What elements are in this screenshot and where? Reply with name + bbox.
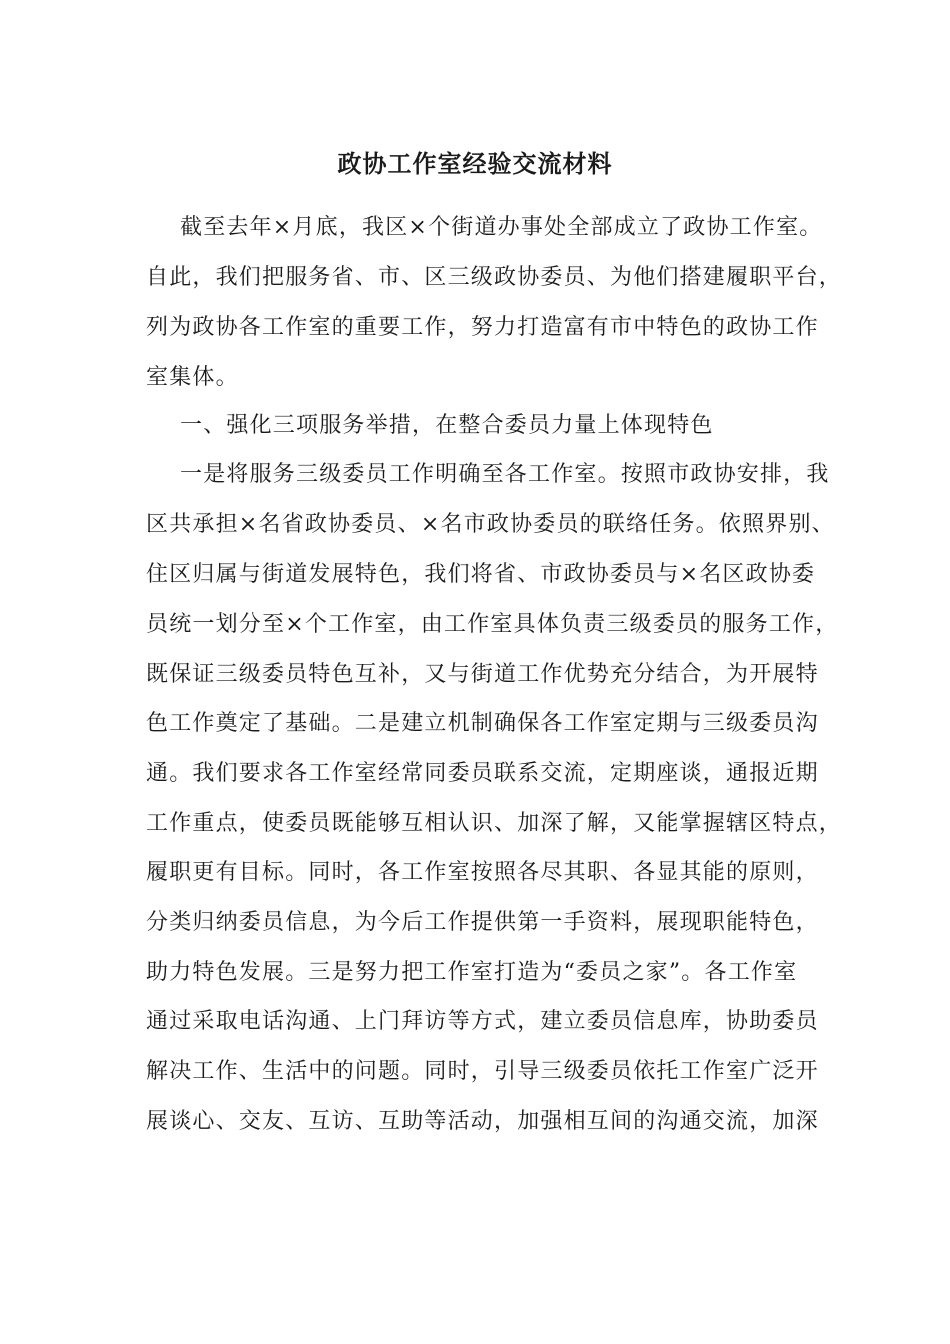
paragraph-line: 通。我们要求各工作室经常同委员联系交流，定期座谈，通报近期 [146, 761, 819, 786]
paragraph-line: 列为政协各工作室的重要工作，努力打造富有市中特色的政协工作 [146, 315, 819, 340]
paragraph-line: 截至去年×月底，我区×个街道办事处全部成立了政协工作室。 [180, 215, 823, 240]
paragraph-line: 自此，我们把服务省、市、区三级政协委员、为他们搭建履职平台， [146, 265, 843, 290]
paragraph-line: 解决工作、生活中的问题。同时，引导三级委员依托工作室广泛开 [146, 1059, 819, 1084]
paragraph-line: 履职更有目标。同时，各工作室按照各尽其职、各显其能的原则， [146, 860, 819, 885]
paragraph-line: 一是将服务三级委员工作明确至各工作室。按照市政协安排，我 [180, 462, 830, 487]
paragraph-line: 区共承担×名省政协委员、×名市政协委员的联络任务。依照界别、 [146, 512, 835, 537]
paragraph-line: 色工作奠定了基础。二是建立机制确保各工作室定期与三级委员沟 [146, 711, 819, 736]
paragraph-line: 展谈心、交友、互访、互助等活动，加强相互间的沟通交流，加深 [146, 1109, 819, 1134]
paragraph-line: 既保证三级委员特色互补，又与街道工作优势充分结合，为开展特 [146, 662, 819, 687]
paragraph-line: 分类归纳委员信息，为今后工作提供第一手资料，展现职能特色， [146, 910, 819, 935]
paragraph-line: 室集体。 [146, 365, 239, 390]
paragraph-line: 员统一划分至×个工作室，由工作室具体负责三级委员的服务工作， [146, 612, 839, 637]
section-heading: 一、强化三项服务举措，在整合委员力量上体现特色 [180, 413, 714, 438]
document-title: 政协工作室经验交流材料 [337, 149, 613, 178]
paragraph-line: 通过采取电话沟通、上门拜访等方式，建立委员信息库，协助委员 [146, 1009, 819, 1034]
paragraph-line: 助力特色发展。三是努力把工作室打造为“委员之家”。各工作室 [146, 960, 798, 985]
paragraph-line: 工作重点，使委员既能够互相认识、加深了解，又能掌握辖区特点， [146, 811, 843, 836]
paragraph-line: 住区归属与街道发展特色，我们将省、市政协委员与×名区政协委 [146, 562, 816, 587]
